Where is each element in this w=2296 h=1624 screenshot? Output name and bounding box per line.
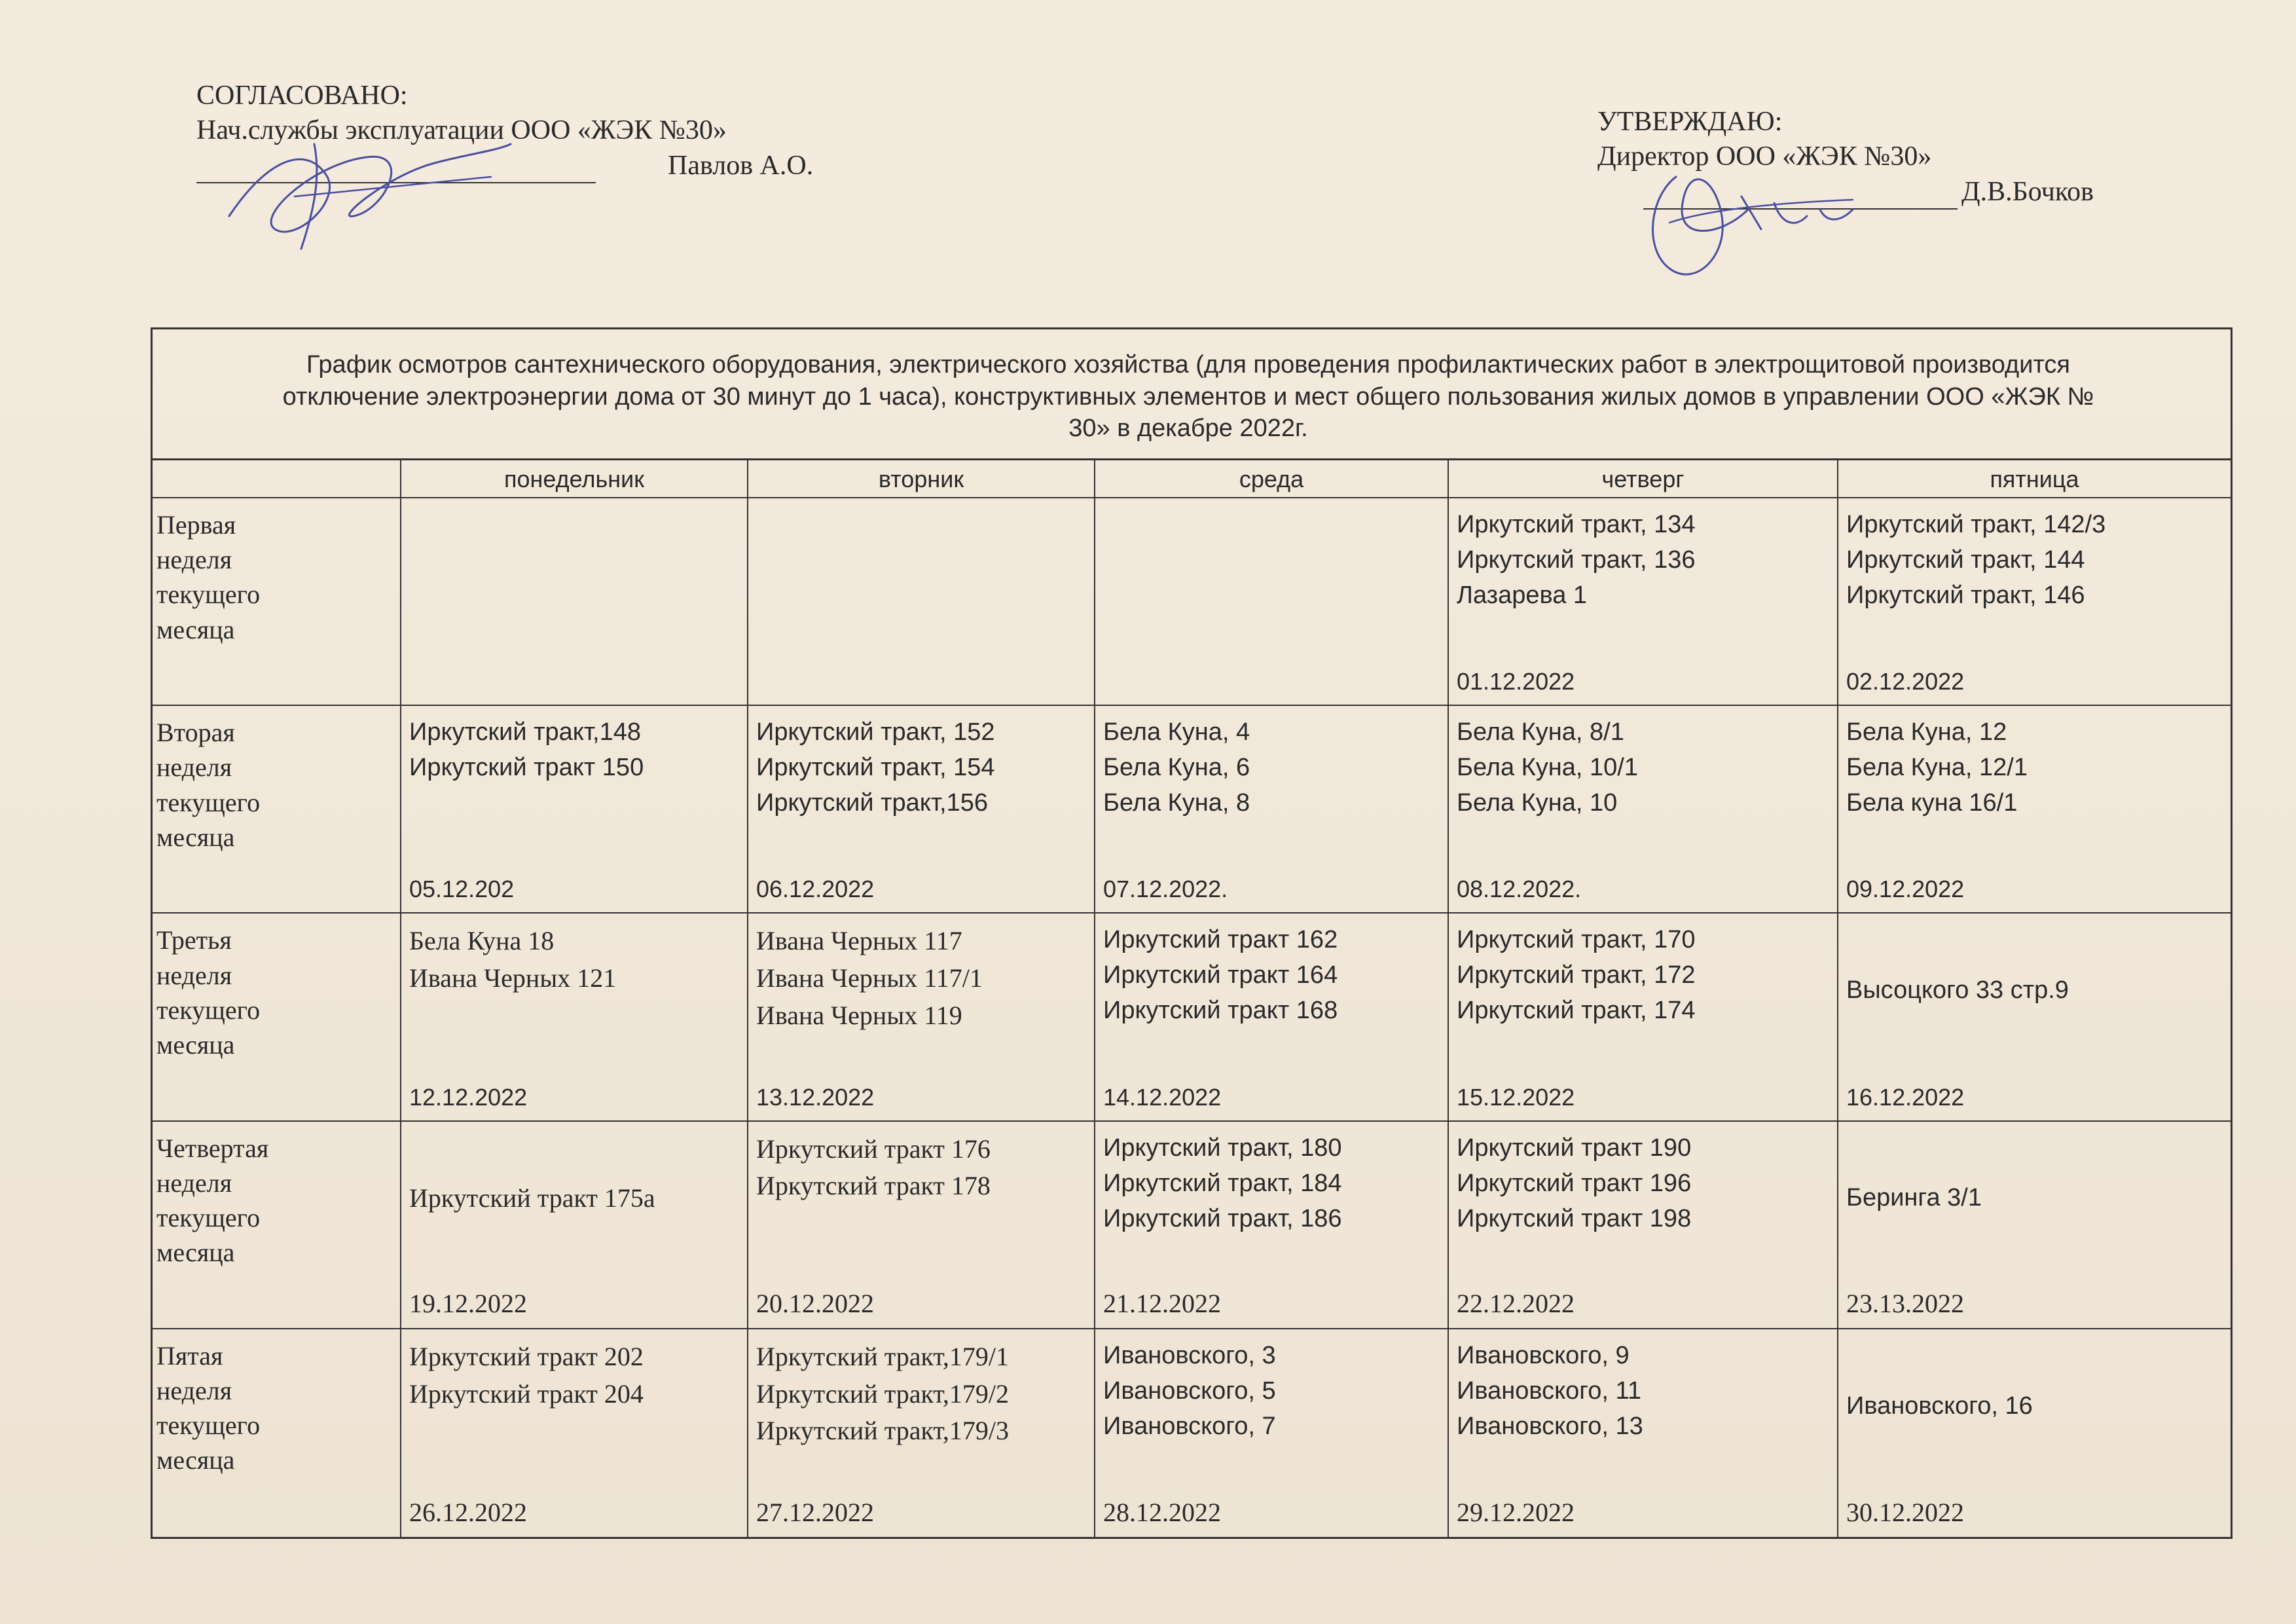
address-item: Бела Куна 18 (409, 926, 555, 956)
address-item: Иркутский тракт 164 (1103, 961, 1338, 989)
address-item: Иркутский тракт, 146 (1846, 581, 2085, 609)
schedule-cell (1838, 913, 2231, 1121)
week-label-line: неделя (156, 1168, 232, 1198)
address-item: Иркутский тракт,179/1 (756, 1341, 1009, 1371)
day-header: понедельник (401, 460, 748, 498)
inspection-date: 19.12.2022 (409, 1288, 527, 1318)
address-list (1457, 1131, 1829, 1237)
inspection-date: 13.12.2022 (756, 1083, 875, 1111)
inspection-date: 29.12.2022 (1457, 1498, 1575, 1527)
schedule-cell (1095, 1122, 1449, 1329)
inspection-date: 02.12.2022 (1846, 668, 1965, 695)
address-item: Иркутский тракт, 154 (756, 754, 995, 782)
schedule-cell (1449, 913, 1838, 1121)
schedule-cell (1449, 706, 1838, 913)
address-item: Иркутский тракт 168 (1103, 997, 1338, 1025)
address-item: Ивана Черных 121 (409, 963, 617, 993)
address-item: Иркутский тракт, 174 (1457, 997, 1696, 1025)
agreement-title: СОГЛАСОВАНО: (196, 81, 408, 111)
address-item: Иркутский тракт 162 (1103, 926, 1338, 954)
week-label-line: месяца (156, 1445, 235, 1475)
schedule-cell (1095, 498, 1449, 706)
day-header: среда (1095, 460, 1449, 498)
week-label-line: Третья (156, 925, 232, 955)
address-item: Иркутский тракт,179/3 (756, 1416, 1009, 1446)
inspection-date: 14.12.2022 (1103, 1083, 1222, 1111)
address-list (756, 1131, 1086, 1206)
inspection-date: 07.12.2022. (1103, 876, 1228, 903)
address-item: Иркутский тракт 178 (756, 1171, 991, 1201)
address-item: Иркутский тракт, 186 (1103, 1204, 1342, 1232)
schedule-cell (1838, 1329, 2231, 1537)
approval-name: Д.В.Бочков (1961, 177, 2094, 207)
inspection-date: 09.12.2022 (1846, 876, 1965, 903)
address-list (1846, 1181, 2223, 1216)
address-item: Иркутский тракт, 170 (1457, 926, 1696, 954)
schedule-cell (1095, 1329, 1449, 1537)
inspection-date: 23.13.2022 (1846, 1288, 1964, 1318)
schedule-cell (1838, 706, 2231, 913)
address-item: Ивановского, 13 (1457, 1412, 1643, 1440)
schedule-cell (1095, 913, 1449, 1121)
inspection-date: 27.12.2022 (756, 1498, 874, 1527)
address-list (1846, 715, 2223, 821)
schedule-cell (748, 1329, 1095, 1537)
schedule-cell (401, 913, 748, 1121)
address-list (1103, 1131, 1440, 1237)
week-label-line: неделя (156, 545, 232, 575)
address-item: Бела куна 16/1 (1846, 789, 2018, 817)
approval-title: УТВЕРЖДАЮ: (1597, 107, 1783, 137)
schedule-cell (748, 913, 1095, 1121)
address-item: Иркутский тракт 198 (1457, 1204, 1692, 1232)
agreement-name: Павлов А.О. (668, 151, 814, 181)
inspection-date: 12.12.2022 (409, 1083, 528, 1111)
schedule-cell (1838, 1122, 2231, 1329)
address-item: Бела Куна, 12/1 (1846, 754, 2028, 782)
week-label-line: текущего (156, 1202, 261, 1232)
address-item: Ивановского, 16 (1846, 1392, 2033, 1420)
week-label-line: Четвертая (156, 1133, 269, 1163)
address-list (409, 715, 739, 786)
week-label-line: месяца (156, 1238, 235, 1268)
schedule-caption: График осмотров сантехнического оборудования, электрического хозяйства (для проведения профилактических работ в электрощитовой производится отключение электроэнергии дома от 30 минут до 1 часа), конструктивных элементов и мест общего пользования жилых домов в управлении ООО «ЖЭК № 30» в декабре 2022г. (153, 329, 2231, 460)
address-item: Иркутский тракт 202 (409, 1341, 644, 1371)
week-label-line: Первая (156, 510, 236, 540)
address-item: Иркутский тракт 196 (1457, 1169, 1692, 1197)
week-label-line: месяца (156, 1029, 235, 1060)
address-item: Ивановского, 7 (1103, 1412, 1276, 1440)
address-item: Бела Куна, 6 (1103, 754, 1250, 782)
address-item: Ивановского, 11 (1457, 1376, 1641, 1405)
address-item: Иркутский тракт,156 (756, 789, 988, 817)
address-item: Иркутский тракт, 172 (1457, 961, 1696, 989)
address-list (756, 923, 1086, 1034)
schedule-cell (1838, 498, 2231, 706)
schedule-cell (401, 498, 748, 706)
address-item: Высоцкого 33 стр.9 (1846, 976, 2069, 1005)
signature-line (196, 158, 596, 183)
week-label-line: текущего (156, 995, 261, 1025)
address-item: Иркутский тракт 176 (756, 1134, 991, 1164)
address-item: Бела Куна, 8 (1103, 789, 1250, 817)
address-item: Ивана Черных 117 (756, 926, 962, 956)
inspection-date: 26.12.2022 (409, 1498, 527, 1527)
address-list (756, 715, 1086, 821)
address-item: Иркутский тракт, 134 (1457, 511, 1696, 538)
week-label-line: месяца (156, 822, 235, 852)
address-list (409, 923, 739, 997)
address-item: Бела Куна, 8/1 (1457, 718, 1624, 747)
address-list (1457, 507, 1829, 614)
inspection-date: 01.12.2022 (1457, 668, 1575, 695)
schedule-grid (153, 460, 2231, 1537)
schedule-cell (401, 1329, 748, 1537)
address-list (1103, 923, 1440, 1029)
week-label-line: текущего (156, 580, 261, 610)
address-item: Бела Куна, 12 (1846, 718, 2007, 747)
schedule-cell (1095, 706, 1449, 913)
week-label-line: текущего (156, 787, 261, 817)
day-header: четверг (1449, 460, 1838, 498)
inspection-date: 20.12.2022 (756, 1288, 874, 1318)
week-label (153, 706, 401, 913)
inspection-date: 08.12.2022. (1457, 876, 1582, 903)
approval-position: Директор ООО «ЖЭК №30» (1597, 141, 1932, 172)
address-item: Иркутский тракт,179/2 (756, 1378, 1009, 1409)
week-label (153, 1329, 401, 1537)
inspection-date: 30.12.2022 (1846, 1498, 1964, 1527)
inspection-date: 06.12.2022 (756, 876, 875, 903)
week-label (153, 1122, 401, 1329)
day-header: вторник (748, 460, 1095, 498)
inspection-date: 15.12.2022 (1457, 1083, 1575, 1111)
address-list (756, 1338, 1086, 1450)
address-item: Иркутский тракт, 184 (1103, 1169, 1342, 1197)
address-item: Ивановского, 9 (1457, 1341, 1630, 1369)
address-item: Иркутский тракт 175а (409, 1183, 655, 1213)
day-header: пятница (1838, 460, 2231, 498)
schedule-cell (748, 1122, 1095, 1329)
schedule-cell (748, 498, 1095, 706)
agreement-position: Нач.службы эксплуатации ООО «ЖЭК №30» (196, 115, 727, 145)
address-item: Бела Куна, 10/1 (1457, 754, 1639, 782)
agreement-signature-row (196, 149, 917, 183)
address-list (1103, 715, 1440, 821)
address-item: Беринга 3/1 (1846, 1184, 1982, 1212)
address-item: Иркутский тракт, 142/3 (1846, 511, 2106, 538)
address-item: Бела Куна, 10 (1457, 789, 1618, 817)
inspection-date: 21.12.2022 (1103, 1288, 1221, 1318)
week-label-line: текущего (156, 1411, 261, 1441)
address-item: Бела Куна, 4 (1103, 718, 1250, 747)
week-label-line: Пятая (156, 1340, 223, 1371)
address-list (1457, 923, 1829, 1029)
schedule-cell (401, 1122, 748, 1329)
address-list (1846, 507, 2223, 614)
inspection-schedule-table (151, 327, 2232, 1539)
schedule-cell (401, 706, 748, 913)
address-item: Лазарева 1 (1457, 581, 1588, 609)
address-item: Ивановского, 5 (1103, 1376, 1276, 1405)
address-list (1457, 715, 1829, 821)
address-item: Ивановского, 3 (1103, 1341, 1276, 1369)
inspection-date: 28.12.2022 (1103, 1498, 1221, 1527)
address-item: Ивана Черных 117/1 (756, 963, 983, 993)
week-label-line: неделя (156, 752, 232, 783)
week-label-line: неделя (156, 960, 232, 990)
address-list (1846, 973, 2223, 1008)
address-list (1103, 1338, 1440, 1445)
week-label-line: месяца (156, 614, 235, 644)
week-label (153, 498, 401, 706)
week-label-line: неделя (156, 1375, 232, 1405)
address-item: Иркутский тракт 150 (409, 754, 644, 782)
address-item: Иркутский тракт, 152 (756, 718, 995, 747)
address-list (1457, 1338, 1829, 1445)
approval-block (1597, 105, 2121, 210)
address-item: Иркутский тракт 204 (409, 1378, 644, 1409)
week-label (153, 913, 401, 1121)
address-item: Иркутский тракт, 136 (1457, 545, 1696, 574)
table-corner-cell (153, 460, 401, 498)
address-item: Иркутский тракт 190 (1457, 1134, 1692, 1162)
address-list (1846, 1389, 2223, 1424)
schedule-cell (1449, 1122, 1838, 1329)
address-item: Иркутский тракт,148 (409, 718, 641, 747)
inspection-date: 05.12.202 (409, 876, 515, 903)
agreement-block (196, 79, 917, 183)
address-item: Иркутский тракт, 144 (1846, 545, 2085, 574)
address-item: Иркутский тракт, 180 (1103, 1134, 1342, 1162)
schedule-cell (748, 706, 1095, 913)
inspection-date: 22.12.2022 (1457, 1288, 1575, 1318)
schedule-cell (1449, 1329, 1838, 1537)
schedule-cell (1449, 498, 1838, 706)
address-list (409, 1338, 739, 1413)
inspection-date: 16.12.2022 (1846, 1083, 1965, 1111)
approval-signature-row (1597, 175, 2121, 210)
address-item: Ивана Черных 119 (756, 1000, 962, 1030)
week-label-line: Вторая (156, 718, 235, 748)
address-list (409, 1180, 739, 1217)
signature-line (1643, 185, 1958, 210)
